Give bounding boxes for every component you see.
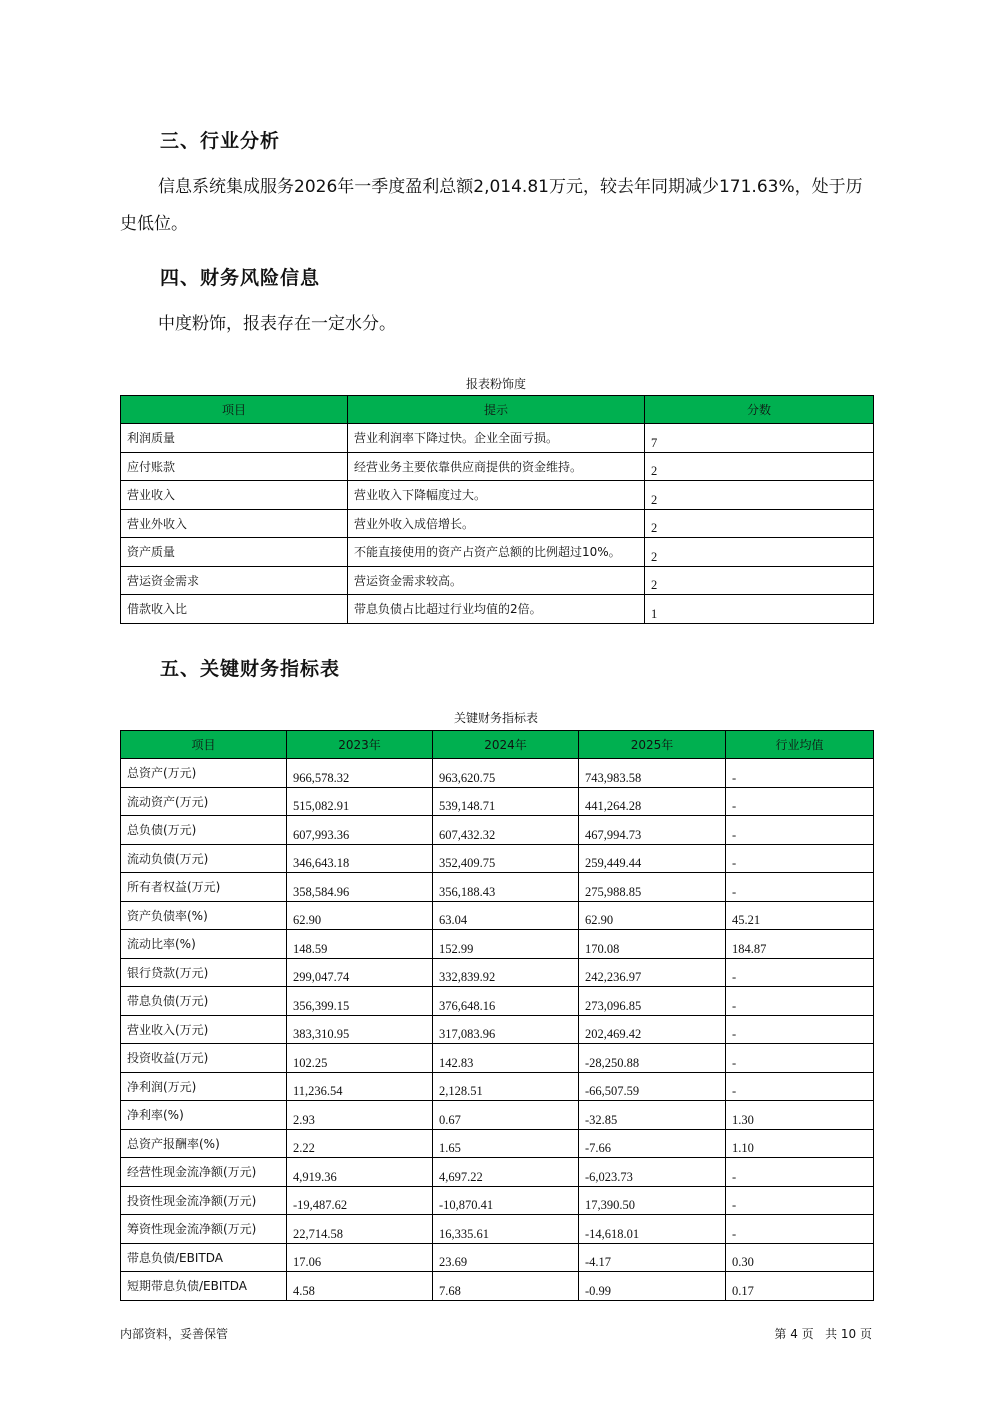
- kpi-table-row-cell-1: -19,487.62: [287, 1186, 433, 1215]
- kpi-table-row-cell-3: -6,023.73: [579, 1158, 726, 1187]
- kpi-table-row: [121, 1215, 874, 1244]
- risk-table-row-cell-2: 7: [645, 424, 874, 453]
- kpi-table-row-cell-1: 11,236.54: [287, 1072, 433, 1101]
- kpi-table-row-cell-1: 17.06: [287, 1243, 433, 1272]
- kpi-table-row-cell-3: 275,988.85: [579, 873, 726, 902]
- kpi-table-row-cell-0: 流动比率(%): [121, 930, 287, 959]
- section-title-financial-risk: 四、财务风险信息: [160, 267, 321, 289]
- risk-table-row: [121, 452, 874, 481]
- kpi-table-row-cell-4: -: [726, 1072, 874, 1101]
- risk-table-row-cell-0: 利润质量: [121, 424, 348, 453]
- risk-table-row-cell-1: 不能直接使用的资产占资产总额的比例超过10%。: [348, 538, 645, 567]
- risk-table-row-cell-1: 营业外收入成倍增长。: [348, 509, 645, 538]
- kpi-table-row-cell-4: 0.30: [726, 1243, 874, 1272]
- risk-table-row-cell-1: 营运资金需求较高。: [348, 566, 645, 595]
- kpi-table-row: [121, 958, 874, 987]
- risk-table-row-cell-2: 2: [645, 481, 874, 510]
- risk-table-row-cell-0: 营运资金需求: [121, 566, 348, 595]
- kpi-table-row-cell-2: 539,148.71: [433, 787, 579, 816]
- kpi-table-row-cell-3: 242,236.97: [579, 958, 726, 987]
- kpi-table-row-cell-0: 流动资产(万元): [121, 787, 287, 816]
- financial-risk-text: 中度粉饰，报表存在一定水分。: [158, 314, 396, 334]
- kpi-table-row-cell-2: 152.99: [433, 930, 579, 959]
- risk-table-row: [121, 481, 874, 510]
- kpi-table-row-cell-2: -10,870.41: [433, 1186, 579, 1215]
- risk-header-item: 项目: [121, 396, 348, 424]
- risk-table-row: [121, 566, 874, 595]
- kpi-table-row-cell-1: 148.59: [287, 930, 433, 959]
- kpi-table-row-cell-2: 142.83: [433, 1044, 579, 1073]
- kpi-table-row-cell-0: 流动负债(万元): [121, 844, 287, 873]
- kpi-table-row-cell-3: -66,507.59: [579, 1072, 726, 1101]
- kpi-header-2023: 2023年: [287, 731, 433, 759]
- kpi-table-row-cell-2: 1.65: [433, 1129, 579, 1158]
- kpi-table-row-cell-4: -: [726, 1158, 874, 1187]
- kpi-table-row-cell-3: -7.66: [579, 1129, 726, 1158]
- kpi-table-row-cell-0: 资产负债率(%): [121, 901, 287, 930]
- kpi-table-row-cell-4: 1.10: [726, 1129, 874, 1158]
- kpi-table-row: [121, 1101, 874, 1130]
- kpi-table-row: [121, 901, 874, 930]
- kpi-header-2025: 2025年: [579, 731, 726, 759]
- financial-risk-paragraph: [120, 306, 875, 343]
- kpi-table-row-cell-0: 筹资性现金流净额(万元): [121, 1215, 287, 1244]
- kpi-table-row-cell-4: -: [726, 816, 874, 845]
- kpi-table-row-cell-2: 16,335.61: [433, 1215, 579, 1244]
- risk-header-hint: 提示: [348, 396, 645, 424]
- kpi-table-row-cell-3: -28,250.88: [579, 1044, 726, 1073]
- kpi-table-row: [121, 873, 874, 902]
- risk-table-caption: 报表粉饰度: [465, 377, 526, 391]
- kpi-table-row: [121, 759, 874, 788]
- industry-analysis-paragraph: [120, 169, 875, 243]
- kpi-table-row-cell-4: -: [726, 1044, 874, 1073]
- risk-table-row-cell-0: 资产质量: [121, 538, 348, 567]
- kpi-table-row: [121, 987, 874, 1016]
- kpi-table-row-cell-2: 0.67: [433, 1101, 579, 1130]
- risk-table-row: [121, 538, 874, 567]
- kpi-table-row-cell-3: 743,983.58: [579, 759, 726, 788]
- kpi-header-industry-avg: 行业均值: [726, 731, 874, 759]
- risk-table-row-cell-0: 应付账款: [121, 452, 348, 481]
- kpi-table-row-cell-3: 17,390.50: [579, 1186, 726, 1215]
- kpi-table-row: [121, 930, 874, 959]
- kpi-table-row: [121, 1129, 874, 1158]
- footer-confidential-note: 内部资料，妥善保管: [120, 1327, 229, 1341]
- kpi-table-row-cell-4: -: [726, 1186, 874, 1215]
- kpi-table-row-cell-2: 317,083.96: [433, 1015, 579, 1044]
- kpi-table-row-cell-2: 963,620.75: [433, 759, 579, 788]
- kpi-table-row-cell-2: 7.68: [433, 1272, 579, 1301]
- kpi-header-item: 项目: [121, 731, 287, 759]
- kpi-table-row-cell-1: 356,399.15: [287, 987, 433, 1016]
- kpi-table-row-cell-0: 营业收入(万元): [121, 1015, 287, 1044]
- risk-table-row: [121, 509, 874, 538]
- kpi-table-row-cell-3: -0.99: [579, 1272, 726, 1301]
- kpi-table-header-row: [121, 731, 874, 759]
- kpi-table-row-cell-0: 总资产报酬率(%): [121, 1129, 287, 1158]
- kpi-table-row-cell-0: 净利率(%): [121, 1101, 287, 1130]
- kpi-table-row-cell-0: 经营性现金流净额(万元): [121, 1158, 287, 1187]
- kpi-table-row-cell-4: 184.87: [726, 930, 874, 959]
- kpi-table-row: [121, 1044, 874, 1073]
- kpi-table-row-cell-3: 259,449.44: [579, 844, 726, 873]
- kpi-table-row-cell-1: 607,993.36: [287, 816, 433, 845]
- kpi-table-row: [121, 1158, 874, 1187]
- kpi-table-row-cell-3: -32.85: [579, 1101, 726, 1130]
- kpi-table-row-cell-4: -: [726, 787, 874, 816]
- kpi-table-row-cell-1: 383,310.95: [287, 1015, 433, 1044]
- section-title-industry-analysis: 三、行业分析: [160, 130, 281, 152]
- kpi-table-row-cell-4: 45.21: [726, 901, 874, 930]
- risk-table-row-cell-0: 营业收入: [121, 481, 348, 510]
- risk-table-row-cell-2: 2: [645, 509, 874, 538]
- industry-analysis-text: 信息系统集成服务2026年一季度盈利总额2,014.81万元，较去年同期减少171.63%，处于历史低位。: [120, 177, 863, 234]
- kpi-table-row: [121, 1072, 874, 1101]
- kpi-table-row-cell-3: 467,994.73: [579, 816, 726, 845]
- kpi-table-row: [121, 1186, 874, 1215]
- kpi-table-row-cell-3: 273,096.85: [579, 987, 726, 1016]
- kpi-table-row-cell-1: 346,643.18: [287, 844, 433, 873]
- kpi-table-row-cell-4: -: [726, 759, 874, 788]
- kpi-table-row-cell-0: 带息负债(万元): [121, 987, 287, 1016]
- kpi-table-row-cell-1: 62.90: [287, 901, 433, 930]
- kpi-table-row-cell-3: -14,618.01: [579, 1215, 726, 1244]
- kpi-table-row-cell-0: 净利润(万元): [121, 1072, 287, 1101]
- kpi-table-row: [121, 844, 874, 873]
- section-title-key-indicators: 五、关键财务指标表: [160, 658, 341, 680]
- risk-table-row-cell-2: 2: [645, 566, 874, 595]
- kpi-table-row-cell-1: 2.93: [287, 1101, 433, 1130]
- kpi-table-row-cell-3: 62.90: [579, 901, 726, 930]
- kpi-table-row-cell-1: 966,578.32: [287, 759, 433, 788]
- kpi-table-row-cell-4: -: [726, 987, 874, 1016]
- risk-table-row-cell-2: 2: [645, 538, 874, 567]
- risk-header-score: 分数: [645, 396, 874, 424]
- kpi-table-row-cell-1: 22,714.58: [287, 1215, 433, 1244]
- risk-table-row-cell-1: 营业收入下降幅度过大。: [348, 481, 645, 510]
- risk-table: [120, 395, 874, 624]
- kpi-table-row-cell-3: 202,469.42: [579, 1015, 726, 1044]
- risk-table-row-cell-1: 带息负债占比超过行业均值的2倍。: [348, 595, 645, 624]
- kpi-table-row-cell-4: -: [726, 873, 874, 902]
- risk-table-row: [121, 424, 874, 453]
- kpi-table-row: [121, 816, 874, 845]
- kpi-table-row: [121, 1015, 874, 1044]
- kpi-table-row-cell-3: -4.17: [579, 1243, 726, 1272]
- kpi-table-row-cell-0: 银行贷款(万元): [121, 958, 287, 987]
- kpi-table-row-cell-1: 2.22: [287, 1129, 433, 1158]
- kpi-table-row-cell-0: 总负债(万元): [121, 816, 287, 845]
- kpi-table-row-cell-4: -: [726, 958, 874, 987]
- kpi-table-row-cell-2: 332,839.92: [433, 958, 579, 987]
- kpi-table-row-cell-2: 376,648.16: [433, 987, 579, 1016]
- risk-table-row-cell-1: 经营业务主要依靠供应商提供的资金维持。: [348, 452, 645, 481]
- kpi-table-row-cell-2: 4,697.22: [433, 1158, 579, 1187]
- kpi-table-row-cell-0: 短期带息负债/EBITDA: [121, 1272, 287, 1301]
- risk-table-row-cell-0: 借款收入比: [121, 595, 348, 624]
- kpi-table-row-cell-4: -: [726, 1215, 874, 1244]
- kpi-table-row-cell-4: 0.17: [726, 1272, 874, 1301]
- kpi-table-caption: 关键财务指标表: [453, 711, 538, 725]
- kpi-table-row-cell-0: 总资产(万元): [121, 759, 287, 788]
- kpi-table-row-cell-2: 356,188.43: [433, 873, 579, 902]
- kpi-table-row-cell-1: 4,919.36: [287, 1158, 433, 1187]
- kpi-table-row-cell-1: 4.58: [287, 1272, 433, 1301]
- kpi-table-row-cell-0: 带息负债/EBITDA: [121, 1243, 287, 1272]
- footer-page-number: 第 4 页 共 10 页: [774, 1327, 872, 1341]
- kpi-table: [120, 730, 874, 1301]
- risk-table-header-row: [121, 396, 874, 424]
- kpi-table-row-cell-1: 102.25: [287, 1044, 433, 1073]
- risk-table-row-cell-1: 营业利润率下降过快。企业全面亏损。: [348, 424, 645, 453]
- kpi-table-row-cell-1: 358,584.96: [287, 873, 433, 902]
- kpi-table-row-cell-0: 所有者权益(万元): [121, 873, 287, 902]
- kpi-table-row-cell-2: 352,409.75: [433, 844, 579, 873]
- kpi-table-row: [121, 1272, 874, 1301]
- kpi-table-row-cell-2: 63.04: [433, 901, 579, 930]
- risk-table-row-cell-2: 2: [645, 452, 874, 481]
- kpi-table-row-cell-4: -: [726, 844, 874, 873]
- kpi-table-row-cell-1: 515,082.91: [287, 787, 433, 816]
- kpi-table-row-cell-2: 607,432.32: [433, 816, 579, 845]
- kpi-table-row-cell-0: 投资收益(万元): [121, 1044, 287, 1073]
- risk-table-row-cell-0: 营业外收入: [121, 509, 348, 538]
- kpi-table-row: [121, 787, 874, 816]
- kpi-table-row-cell-3: 170.08: [579, 930, 726, 959]
- kpi-table-row: [121, 1243, 874, 1272]
- kpi-header-2024: 2024年: [433, 731, 579, 759]
- kpi-table-row-cell-2: 23.69: [433, 1243, 579, 1272]
- kpi-table-row-cell-4: -: [726, 1015, 874, 1044]
- kpi-table-row-cell-2: 2,128.51: [433, 1072, 579, 1101]
- kpi-table-row-cell-3: 441,264.28: [579, 787, 726, 816]
- risk-table-row: [121, 595, 874, 624]
- kpi-table-row-cell-1: 299,047.74: [287, 958, 433, 987]
- kpi-table-row-cell-0: 投资性现金流净额(万元): [121, 1186, 287, 1215]
- kpi-table-row-cell-4: 1.30: [726, 1101, 874, 1130]
- risk-table-row-cell-2: 1: [645, 595, 874, 624]
